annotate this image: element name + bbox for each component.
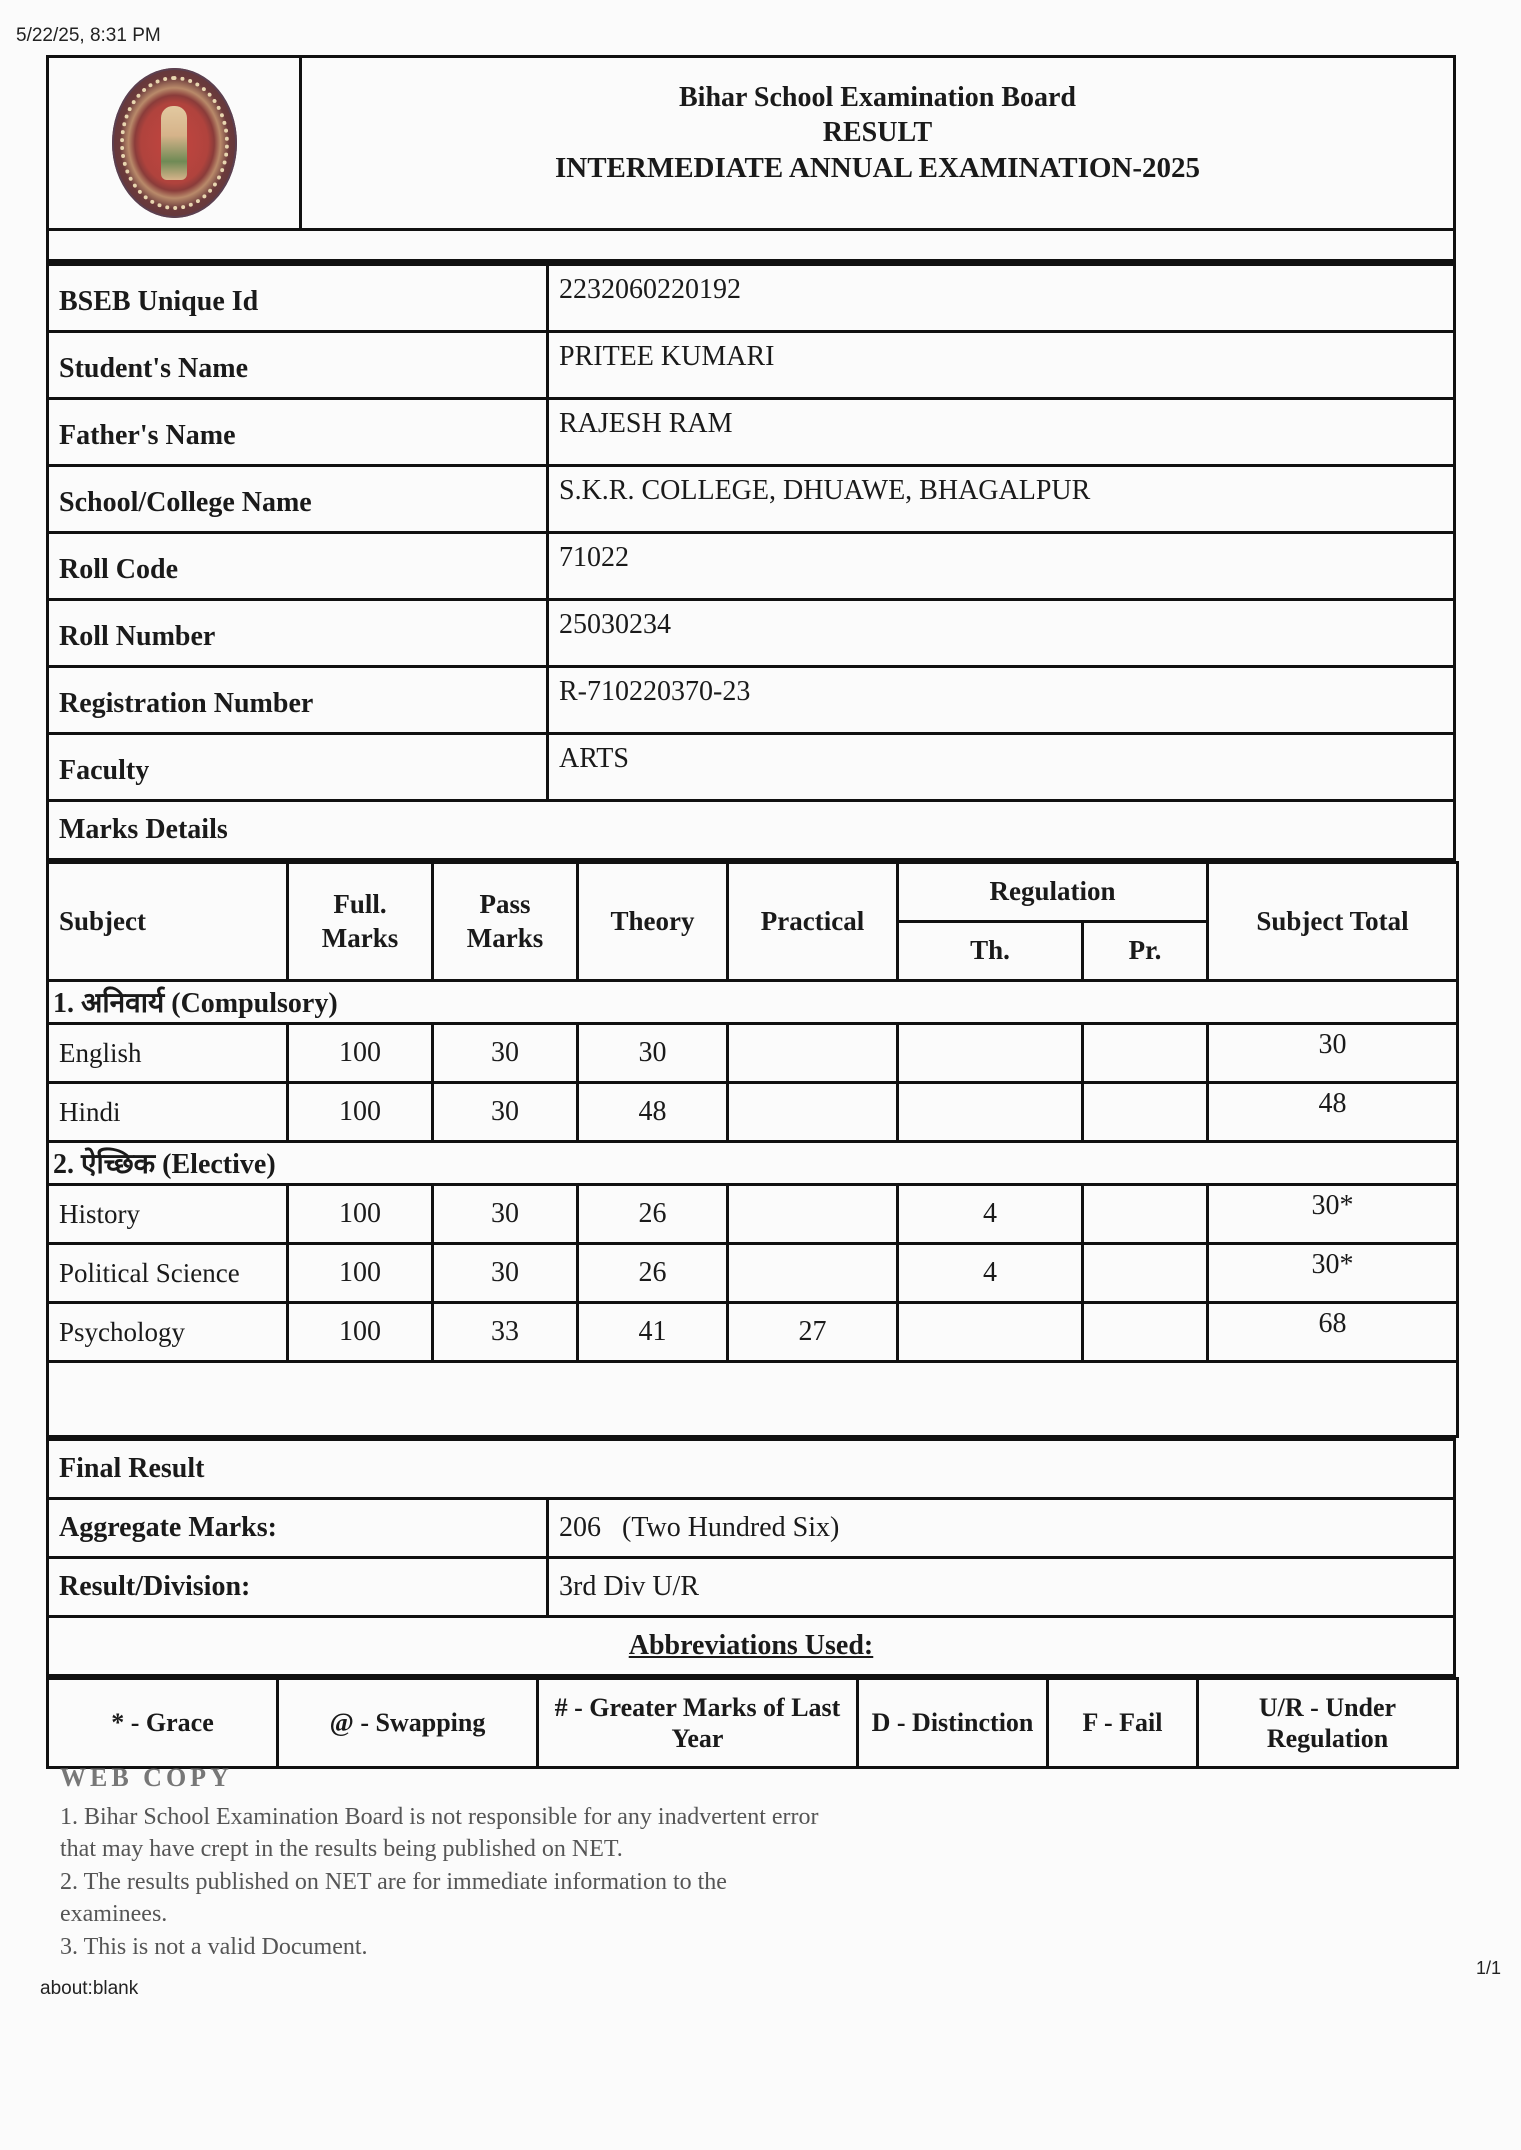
marks-details-title: Marks Details [48,801,1455,860]
abbreviation-item: @ - Swapping [278,1679,538,1768]
col-regulation: Regulation [898,863,1208,922]
subject-group-title: 1. अनिवार्य (Compulsory) [48,981,1458,1024]
subject-name: Psychology [48,1303,288,1362]
col-full-marks: Full. Marks [288,863,433,981]
subject-group-title: 2. ऐच्छिक (Elective) [48,1142,1458,1185]
info-row [48,466,1455,533]
abbreviation-item: U/R - Under Regulation [1198,1679,1458,1768]
info-label: Roll Code [48,533,548,600]
watermark-note-4: examinees. [60,1901,168,1928]
info-label: Father's Name [48,399,548,466]
watermark-text: WEB COPY [60,1763,233,1792]
blank-row [48,1362,1458,1437]
info-row [48,734,1455,801]
col-reg-theory: Th. [898,922,1083,981]
info-value: S.K.R. COLLEGE, DHUAWE, BHAGALPUR [548,466,1455,533]
aggregate-number: 206 [559,1512,601,1543]
subject-total: 30* [1208,1244,1458,1303]
col-pass-marks: Pass Marks [433,863,578,981]
subject-name: Hindi [48,1083,288,1142]
division-value: 3rd Div U/R [548,1558,1455,1617]
header-titles [302,58,1453,228]
subject-name: English [48,1024,288,1083]
blank-cell [48,1362,1458,1437]
info-label: BSEB Unique Id [48,265,548,332]
subject-theory: 41 [578,1303,728,1362]
subject-pass: 30 [433,1185,578,1244]
exam-name: INTERMEDIATE ANNUAL EXAMINATION-2025 [554,152,1201,184]
subject-reg-th [898,1024,1083,1083]
watermark-note-3: 2. The results published on NET are for immediate information to the [60,1868,727,1895]
subject-full: 100 [288,1083,433,1142]
aggregate-row [48,1499,1455,1558]
subject-pass: 30 [433,1083,578,1142]
web-copy-watermark [60,1760,1440,1963]
print-url: about:blank [40,1978,139,1999]
division-label: Result/Division: [48,1558,548,1617]
subject-practical [728,1024,898,1083]
watermark-note-2: that may have crept in the results being published on NET. [60,1836,623,1863]
info-value: 25030234 [548,600,1455,667]
abbreviation-item: F - Fail [1048,1679,1198,1768]
subject-group-row [48,1142,1458,1185]
result-sheet [46,55,1456,1769]
seal-figure-icon [161,106,187,180]
subject-row [48,1303,1458,1362]
info-label: Student's Name [48,332,548,399]
subject-name: History [48,1185,288,1244]
subject-group-row [48,981,1458,1024]
final-result-title: Final Result [48,1440,1455,1499]
aggregate-label: Aggregate Marks: [48,1499,548,1558]
subject-practical [728,1244,898,1303]
info-label: Roll Number [48,600,548,667]
subject-full: 100 [288,1244,433,1303]
info-row [48,332,1455,399]
subject-pass: 33 [433,1303,578,1362]
abbreviation-item: # - Greater Marks of Last Year [538,1679,858,1768]
subject-pass: 30 [433,1024,578,1083]
subject-practical: 27 [728,1303,898,1362]
subject-reg-th [898,1083,1083,1142]
info-row [48,667,1455,734]
student-info-table [46,263,1456,861]
subject-reg-pr [1083,1083,1208,1142]
info-row [48,533,1455,600]
subject-reg-th [898,1303,1083,1362]
subject-practical [728,1083,898,1142]
info-value: PRITEE KUMARI [548,332,1455,399]
subject-reg-pr [1083,1244,1208,1303]
subject-total: 30* [1208,1185,1458,1244]
final-result-table [46,1438,1456,1677]
subject-reg-pr [1083,1024,1208,1083]
subject-row [48,1024,1458,1083]
bseb-seal-icon [112,68,237,218]
subject-full: 100 [288,1185,433,1244]
division-row [48,1558,1455,1617]
subject-theory: 26 [578,1244,728,1303]
subject-row [48,1244,1458,1303]
subject-pass: 30 [433,1244,578,1303]
info-value: 71022 [548,533,1455,600]
subject-reg-th: 4 [898,1244,1083,1303]
info-value: 2232060220192 [548,265,1455,332]
subject-row [48,1185,1458,1244]
col-subject-total: Subject Total [1208,863,1458,981]
subject-reg-pr [1083,1185,1208,1244]
subject-theory: 48 [578,1083,728,1142]
col-practical: Practical [728,863,898,981]
info-value: R-710220370-23 [548,667,1455,734]
watermark-note-5: 3. This is not a valid Document. [60,1933,368,1960]
subject-practical [728,1185,898,1244]
board-name: Bihar School Examination Board [678,82,1076,113]
info-label: School/College Name [48,466,548,533]
abbreviations-title: Abbreviations Used: [48,1617,1455,1676]
subject-total: 30 [1208,1024,1458,1083]
info-label: Faculty [48,734,548,801]
print-page-number: 1/1 [1475,1958,1501,1978]
subject-reg-pr [1083,1303,1208,1362]
col-subject: Subject [48,863,288,981]
header-spacer [46,231,1456,263]
info-value: ARTS [548,734,1455,801]
info-row [48,600,1455,667]
abbreviation-item: * - Grace [48,1679,278,1768]
col-reg-practical: Pr. [1083,922,1208,981]
aggregate-value [548,1499,1455,1558]
subject-theory: 26 [578,1185,728,1244]
subject-full: 100 [288,1024,433,1083]
info-row [48,265,1455,332]
watermark-note-1: 1. Bihar School Examination Board is not responsible for any inadvertent error [60,1804,819,1831]
marks-table [46,861,1459,1438]
subject-row [48,1083,1458,1142]
result-header [46,55,1456,231]
abbreviations-table [46,1677,1459,1769]
info-value: RAJESH RAM [548,399,1455,466]
info-row [48,399,1455,466]
col-theory: Theory [578,863,728,981]
subject-total: 48 [1208,1083,1458,1142]
subject-reg-th: 4 [898,1185,1083,1244]
logo-cell [49,58,302,228]
subject-total: 68 [1208,1303,1458,1362]
subject-full: 100 [288,1303,433,1362]
document-type: RESULT [822,117,933,148]
abbreviation-item: D - Distinction [858,1679,1048,1768]
print-timestamp: 5/22/25, 8:31 PM [16,25,161,46]
info-label: Registration Number [48,667,548,734]
aggregate-words: (Two Hundred Six) [622,1512,840,1543]
subject-theory: 30 [578,1024,728,1083]
subject-name: Political Science [48,1244,288,1303]
